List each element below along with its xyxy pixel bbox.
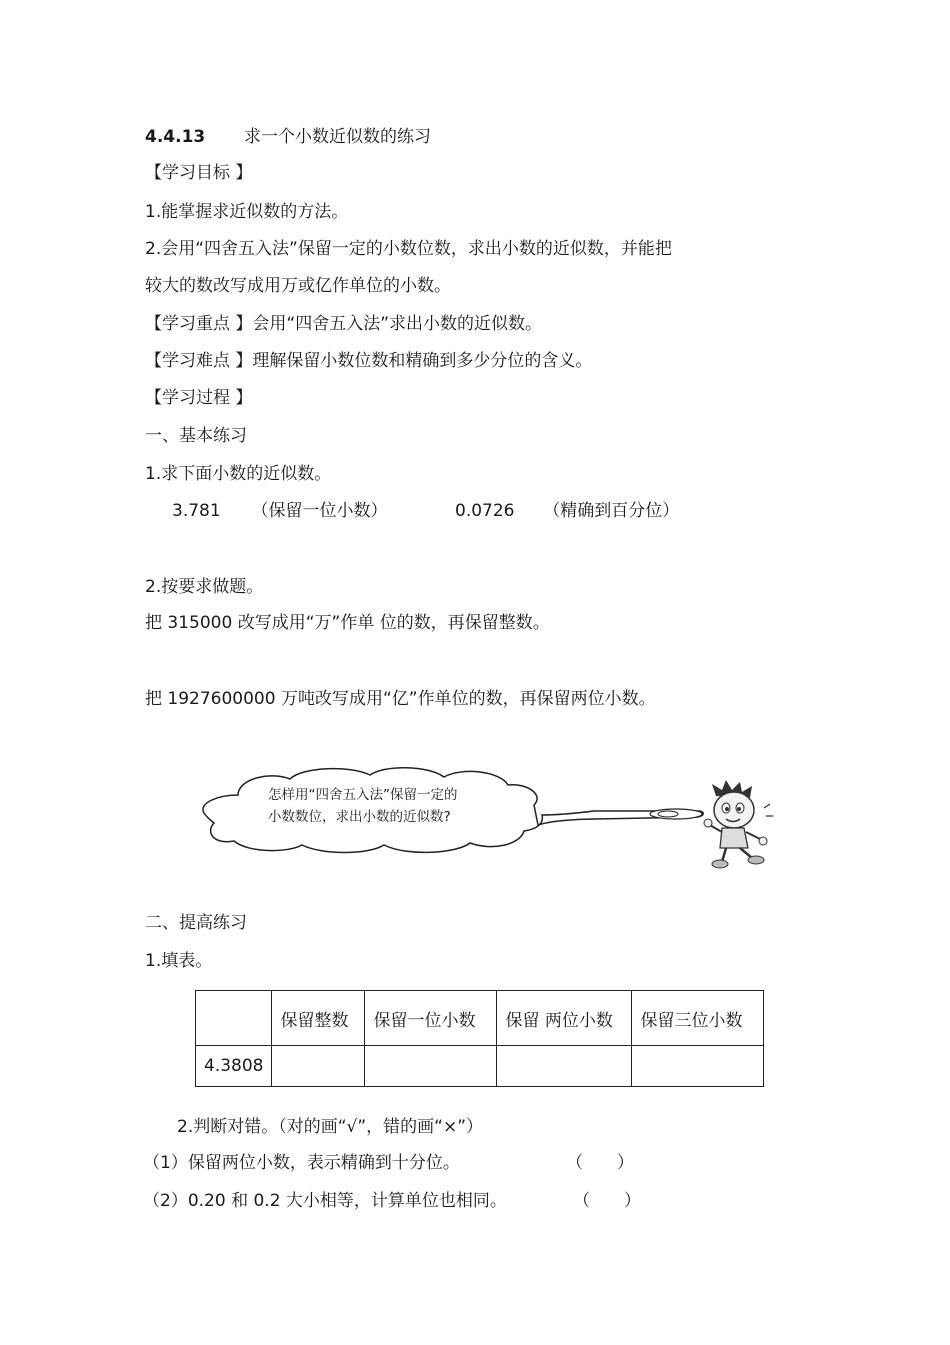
table-cell-blank[interactable] — [365, 1046, 497, 1087]
table-header-cell — [196, 991, 272, 1046]
table-header-cell: 保留三位小数 — [632, 991, 764, 1046]
basic-q2-a: 把 315000 改写成用“万”作单 位的数，再保留整数。 — [145, 613, 550, 633]
page-title — [145, 126, 431, 148]
basic-q2-b: 把 1927600000 万吨改写成用“亿”作单位的数，再保留两位小数。 — [145, 689, 656, 709]
cloud-line-2: 小数数位，求出小数的近似数? — [268, 809, 451, 825]
basic-heading: 一、基本练习 — [145, 426, 247, 446]
basic-q1: 1.求下面小数的近似数。 — [145, 464, 332, 484]
judge-item-2: （2）0.20 和 0.2 大小相等，计算单位也相同。 — [143, 1191, 507, 1211]
judge-item-2-answer-blank[interactable]: （ ） — [573, 1191, 641, 1211]
q1-item-2-requirement: （精确到百分位） — [543, 501, 680, 521]
judge-item-1-answer-blank[interactable]: （ ） — [566, 1153, 634, 1173]
table-cell-blank[interactable] — [272, 1046, 365, 1087]
title-text: 求一个小数近似数的练习 — [244, 127, 432, 147]
cloud-line-1: 怎样用“四舍五入法”保留一定的 — [268, 787, 458, 803]
objectives-heading: 【学习目标 】 — [145, 163, 253, 183]
table-header-cell: 保留整数 — [272, 991, 365, 1046]
objective-item-2: 2.会用“四舍五入法”保留一定的小数位数，求出小数的近似数，并能把 — [145, 239, 672, 259]
advanced-heading: 二、提高练习 — [145, 913, 247, 933]
table-cell-value: 4.3808 — [196, 1046, 272, 1087]
table-header-row — [196, 991, 764, 1046]
q1-item-1-number: 3.781 — [172, 501, 221, 521]
difficulty: 【学习难点 】理解保留小数位数和精确到多少分位的含义。 — [145, 351, 593, 371]
table-cell-blank[interactable] — [632, 1046, 764, 1087]
advanced-q1: 1.填表。 — [145, 951, 213, 971]
key-point: 【学习重点 】会用“四舍五入法”求出小数的近似数。 — [145, 314, 543, 334]
q1-item-2 — [455, 500, 679, 522]
advanced-q2: 2.判断对错。（对的画“√”，错的画“×”） — [177, 1117, 484, 1137]
title-number: 4.4.13 — [145, 127, 206, 147]
q1-item-1 — [172, 500, 387, 522]
table-cell-blank[interactable] — [497, 1046, 632, 1087]
cartoon-boy-illustration — [700, 778, 775, 870]
objective-item-3: 较大的数改写成用万或亿作单位的小数。 — [145, 276, 451, 296]
table-header-cell: 保留 两位小数 — [497, 991, 632, 1046]
table-header-cell: 保留一位小数 — [365, 991, 497, 1046]
q1-item-1-requirement: （保留一位小数） — [251, 501, 388, 521]
judge-item-1: （1）保留两位小数，表示精确到十分位。 — [143, 1153, 460, 1173]
basic-q2: 2.按要求做题。 — [145, 577, 264, 597]
fill-in-table — [195, 990, 764, 1087]
process-heading: 【学习过程 】 — [145, 388, 253, 408]
table-row — [196, 1046, 764, 1087]
objective-item-1: 1.能掌握求近似数的方法。 — [145, 202, 349, 222]
q1-item-2-number: 0.0726 — [455, 501, 515, 521]
